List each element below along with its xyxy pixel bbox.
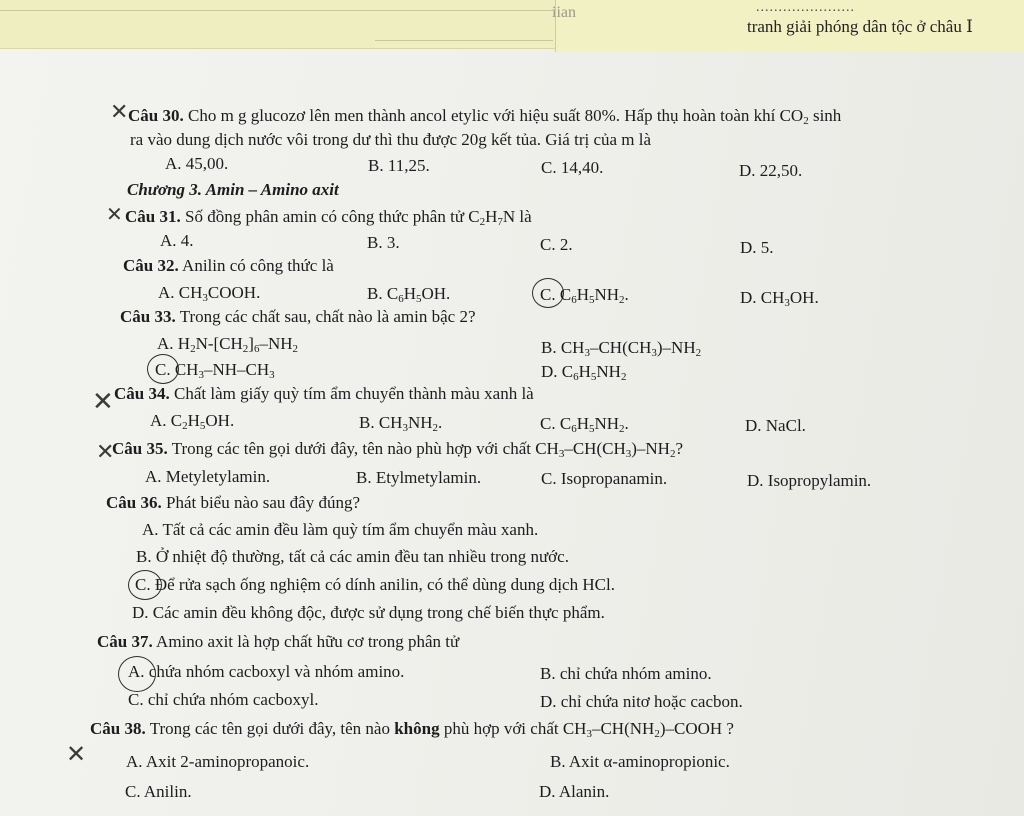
subscript: 2	[479, 216, 486, 228]
question-number: Câu 38.	[90, 719, 146, 738]
subscript: 5	[590, 371, 597, 383]
subscript: 2	[619, 423, 625, 435]
q34-option-d: D. NaCl.	[745, 416, 806, 435]
option-label: A.	[157, 334, 174, 353]
option-text: )–NH	[656, 338, 696, 357]
question-text: Trong các tên gọi dưới đây, tên nào phù hợp với chất CH	[171, 439, 559, 458]
subscript: 2	[182, 420, 188, 432]
question-30-stem-line2: ra vào dung dịch nước vôi trong dư thì thu được 20g kết tủa. Giá trị của m là	[130, 130, 652, 149]
question-text: –CH(CH	[564, 439, 626, 458]
q38-option-c: C. Anilin.	[125, 782, 192, 801]
q31-option-b: B. 3.	[367, 233, 400, 252]
option-text: NH	[594, 285, 620, 304]
option-text: OH.	[789, 288, 819, 307]
option-text: NH	[596, 362, 621, 381]
q30-option-d: D. 22,50.	[739, 161, 803, 180]
q37-option-a	[128, 662, 404, 682]
q30-option-b: B. 11,25.	[368, 156, 430, 175]
subscript: 2	[695, 347, 702, 359]
question-35-stem	[112, 439, 683, 459]
q31-option-a: A. 4.	[160, 231, 194, 250]
question-31-stem	[125, 207, 532, 227]
option-text: H	[187, 411, 200, 430]
q32-option-b	[367, 284, 450, 304]
q38-option-d: D. Alanin.	[539, 782, 610, 801]
subscript: 3	[269, 369, 275, 381]
subscript: 3	[402, 422, 408, 434]
q30-option-a: A. 45,00.	[165, 154, 229, 173]
option-text: –NH–CH	[203, 360, 270, 379]
q35-option-c: C. Isopropanamin.	[541, 469, 668, 488]
subscript: 2	[619, 294, 625, 306]
cross-mark-icon: ✕	[92, 387, 114, 417]
question-text: )–COOH ?	[659, 719, 734, 738]
question-text: –CH(NH	[591, 719, 655, 738]
partial-text: iian	[552, 4, 576, 21]
subscript: 5	[588, 294, 595, 306]
q34-option-a	[150, 411, 234, 431]
cross-mark-icon: ✕	[110, 100, 129, 125]
q32-option-a	[158, 283, 260, 303]
option-text: OH.	[421, 284, 451, 303]
question-text: ?	[675, 439, 683, 458]
option-text: .	[624, 285, 629, 304]
question-number: Câu 33.	[120, 307, 176, 326]
question-37-stem	[97, 632, 459, 652]
option-text: .	[438, 413, 443, 432]
option-text: –NH	[259, 334, 293, 353]
option-label: C.	[155, 360, 171, 379]
question-34-stem	[114, 384, 534, 404]
option-text: H	[576, 285, 589, 304]
option-text: NH	[594, 414, 620, 433]
option-label: A.	[128, 662, 145, 681]
question-text: Số đồng phân amin có công thức phân tử C	[184, 207, 480, 226]
option-text: .	[624, 414, 629, 433]
subscript: 5	[415, 293, 422, 305]
question-text: Amino axit là hợp chất hữu cơ trong phân tử	[156, 632, 460, 651]
question-text: Phát biểu nào sau đây đúng?	[165, 493, 361, 512]
question-number: Câu 36.	[106, 493, 162, 512]
chapter-heading: Chương 3. Amin – Amino axit	[127, 180, 339, 199]
subscript: 6	[398, 293, 404, 305]
subscript: 3	[198, 369, 204, 381]
subscript: 2	[242, 343, 249, 355]
option-text: NH	[407, 413, 433, 432]
option-text: COOH.	[207, 283, 261, 302]
q34-option-b	[359, 413, 442, 433]
top-paper-strip-left	[0, 0, 555, 49]
subscript: 3	[202, 292, 208, 304]
question-text: phù hợp với chất CH	[439, 719, 587, 738]
option-text: B. C	[367, 284, 399, 303]
option-text: B. CH	[359, 413, 403, 432]
subscript: 5	[199, 420, 206, 432]
question-text: N là	[502, 207, 532, 226]
subscript: 3	[784, 297, 790, 309]
option-text: H	[177, 334, 191, 353]
q38-option-a: A. Axit 2-aminopropanoic.	[126, 752, 310, 771]
cross-mark-icon: ✕	[106, 202, 123, 226]
q31-option-c: C. 2.	[540, 235, 573, 254]
q33-option-a	[157, 334, 298, 354]
previous-page-text: tranh giải phóng dân tộc ở châu Ⅰ	[747, 17, 973, 36]
subscript: 6	[253, 343, 260, 355]
cross-mark-icon: ✕	[96, 440, 115, 465]
question-text: Trong các chất sau, chất nào là amin bậc 2?	[179, 307, 476, 326]
subscript: 2	[654, 728, 660, 740]
option-text: –CH(CH	[589, 338, 652, 357]
question-30-stem	[128, 106, 841, 126]
question-number: Câu 30.	[128, 106, 184, 125]
question-number: Câu 34.	[114, 384, 170, 403]
question-text: H	[485, 207, 498, 226]
option-text: B. CH	[541, 338, 585, 357]
q30-option-c: C. 14,40.	[541, 158, 604, 177]
ruled-line	[0, 10, 553, 11]
option-text: ]	[248, 334, 254, 353]
q35-option-d: D. Isopropylamin.	[747, 471, 872, 490]
emphasis-text: không	[394, 719, 440, 738]
question-38-stem	[90, 719, 734, 739]
question-number: Câu 31.	[125, 207, 181, 226]
question-number: Câu 37.	[97, 632, 153, 651]
option-text: C	[559, 285, 572, 304]
cross-mark-icon: ✕	[66, 740, 87, 768]
subscript: 2	[669, 448, 676, 460]
subscript: 2	[620, 371, 627, 383]
question-text: )–NH	[631, 439, 670, 458]
dotted-line-text: ......................	[756, 0, 855, 15]
subscript: 2	[292, 343, 299, 355]
subscript: 6	[573, 371, 579, 383]
question-text: sinh	[808, 106, 842, 125]
subscript: 3	[651, 347, 657, 359]
subscript: 2	[803, 115, 809, 127]
q32-option-d	[740, 288, 819, 308]
subscript: 6	[571, 294, 577, 306]
question-number: Câu 32.	[123, 256, 179, 275]
subscript: 2	[190, 343, 196, 355]
option-text: chứa nhóm cacboxyl và nhóm amino.	[148, 662, 405, 681]
option-label: C.	[135, 575, 151, 594]
subscript: 2	[432, 422, 439, 434]
q38-option-b: B. Axit α-aminopropionic.	[550, 752, 730, 771]
option-text: A. C	[150, 411, 183, 430]
subscript: 3	[584, 347, 590, 359]
q31-option-d: D. 5.	[740, 238, 774, 257]
question-32-stem	[123, 256, 334, 276]
ruled-line	[375, 40, 553, 41]
subscript: 3	[625, 448, 632, 460]
q36-option-b: B. Ở nhiệt độ thường, tất cả các amin đều tan nhiều trong nước.	[136, 547, 569, 566]
question-text: Anilin có công thức là	[182, 256, 334, 275]
subscript: 3	[558, 448, 565, 460]
option-text: H	[576, 414, 589, 433]
option-text: A. CH	[158, 283, 203, 302]
q33-option-b	[541, 338, 701, 358]
q34-option-c	[540, 414, 629, 434]
subscript: 5	[588, 423, 595, 435]
q36-option-a: A. Tất cả các amin đều làm quỳ tím ẩm chuyển màu xanh.	[142, 520, 539, 539]
q33-option-c	[155, 360, 275, 380]
q35-option-b: B. Etylmetylamin.	[356, 468, 482, 487]
question-text: Trong các tên gọi dưới đây, tên nào	[149, 719, 395, 738]
question-33-stem	[120, 307, 476, 327]
q37-option-c: C. chỉ chứa nhóm cacboxyl.	[128, 690, 319, 709]
question-text: Chất làm giấy quỳ tím ẩm chuyển thành màu xanh là	[173, 384, 534, 403]
option-text: H	[403, 284, 416, 303]
option-text: D. C	[541, 362, 574, 381]
q36-option-d: D. Các amin đều không độc, được sử dụng trong chế biến thực phẩm.	[132, 603, 605, 622]
option-text: N-[CH	[195, 334, 243, 353]
q32-option-c	[540, 285, 629, 305]
subscript: 6	[571, 423, 577, 435]
subscript: 3	[586, 728, 592, 740]
q35-option-a: A. Metyletylamin.	[145, 467, 271, 486]
option-text: C. C	[540, 414, 572, 433]
option-text: CH	[174, 360, 199, 379]
option-text: Để rửa sạch ống nghiệm có dính anilin, có thể dùng dung dịch HCl.	[154, 575, 615, 594]
option-text: D. CH	[740, 288, 785, 307]
subscript: 7	[497, 216, 503, 228]
q37-option-b: B. chỉ chứa nhóm amino.	[540, 664, 712, 683]
option-label: C.	[540, 285, 556, 304]
question-number: Câu 35.	[112, 439, 168, 458]
option-text: OH.	[205, 411, 235, 430]
q33-option-d	[541, 362, 626, 382]
question-text: Cho m g glucozơ lên men thành ancol etylic với hiệu suất 80%. Hấp thụ hoàn toàn khí CO	[187, 106, 804, 125]
question-36-stem	[106, 493, 360, 513]
q37-option-d: D. chỉ chứa nitơ hoặc cacbon.	[540, 692, 743, 711]
q36-option-c	[135, 575, 615, 595]
option-text: H	[578, 362, 591, 381]
